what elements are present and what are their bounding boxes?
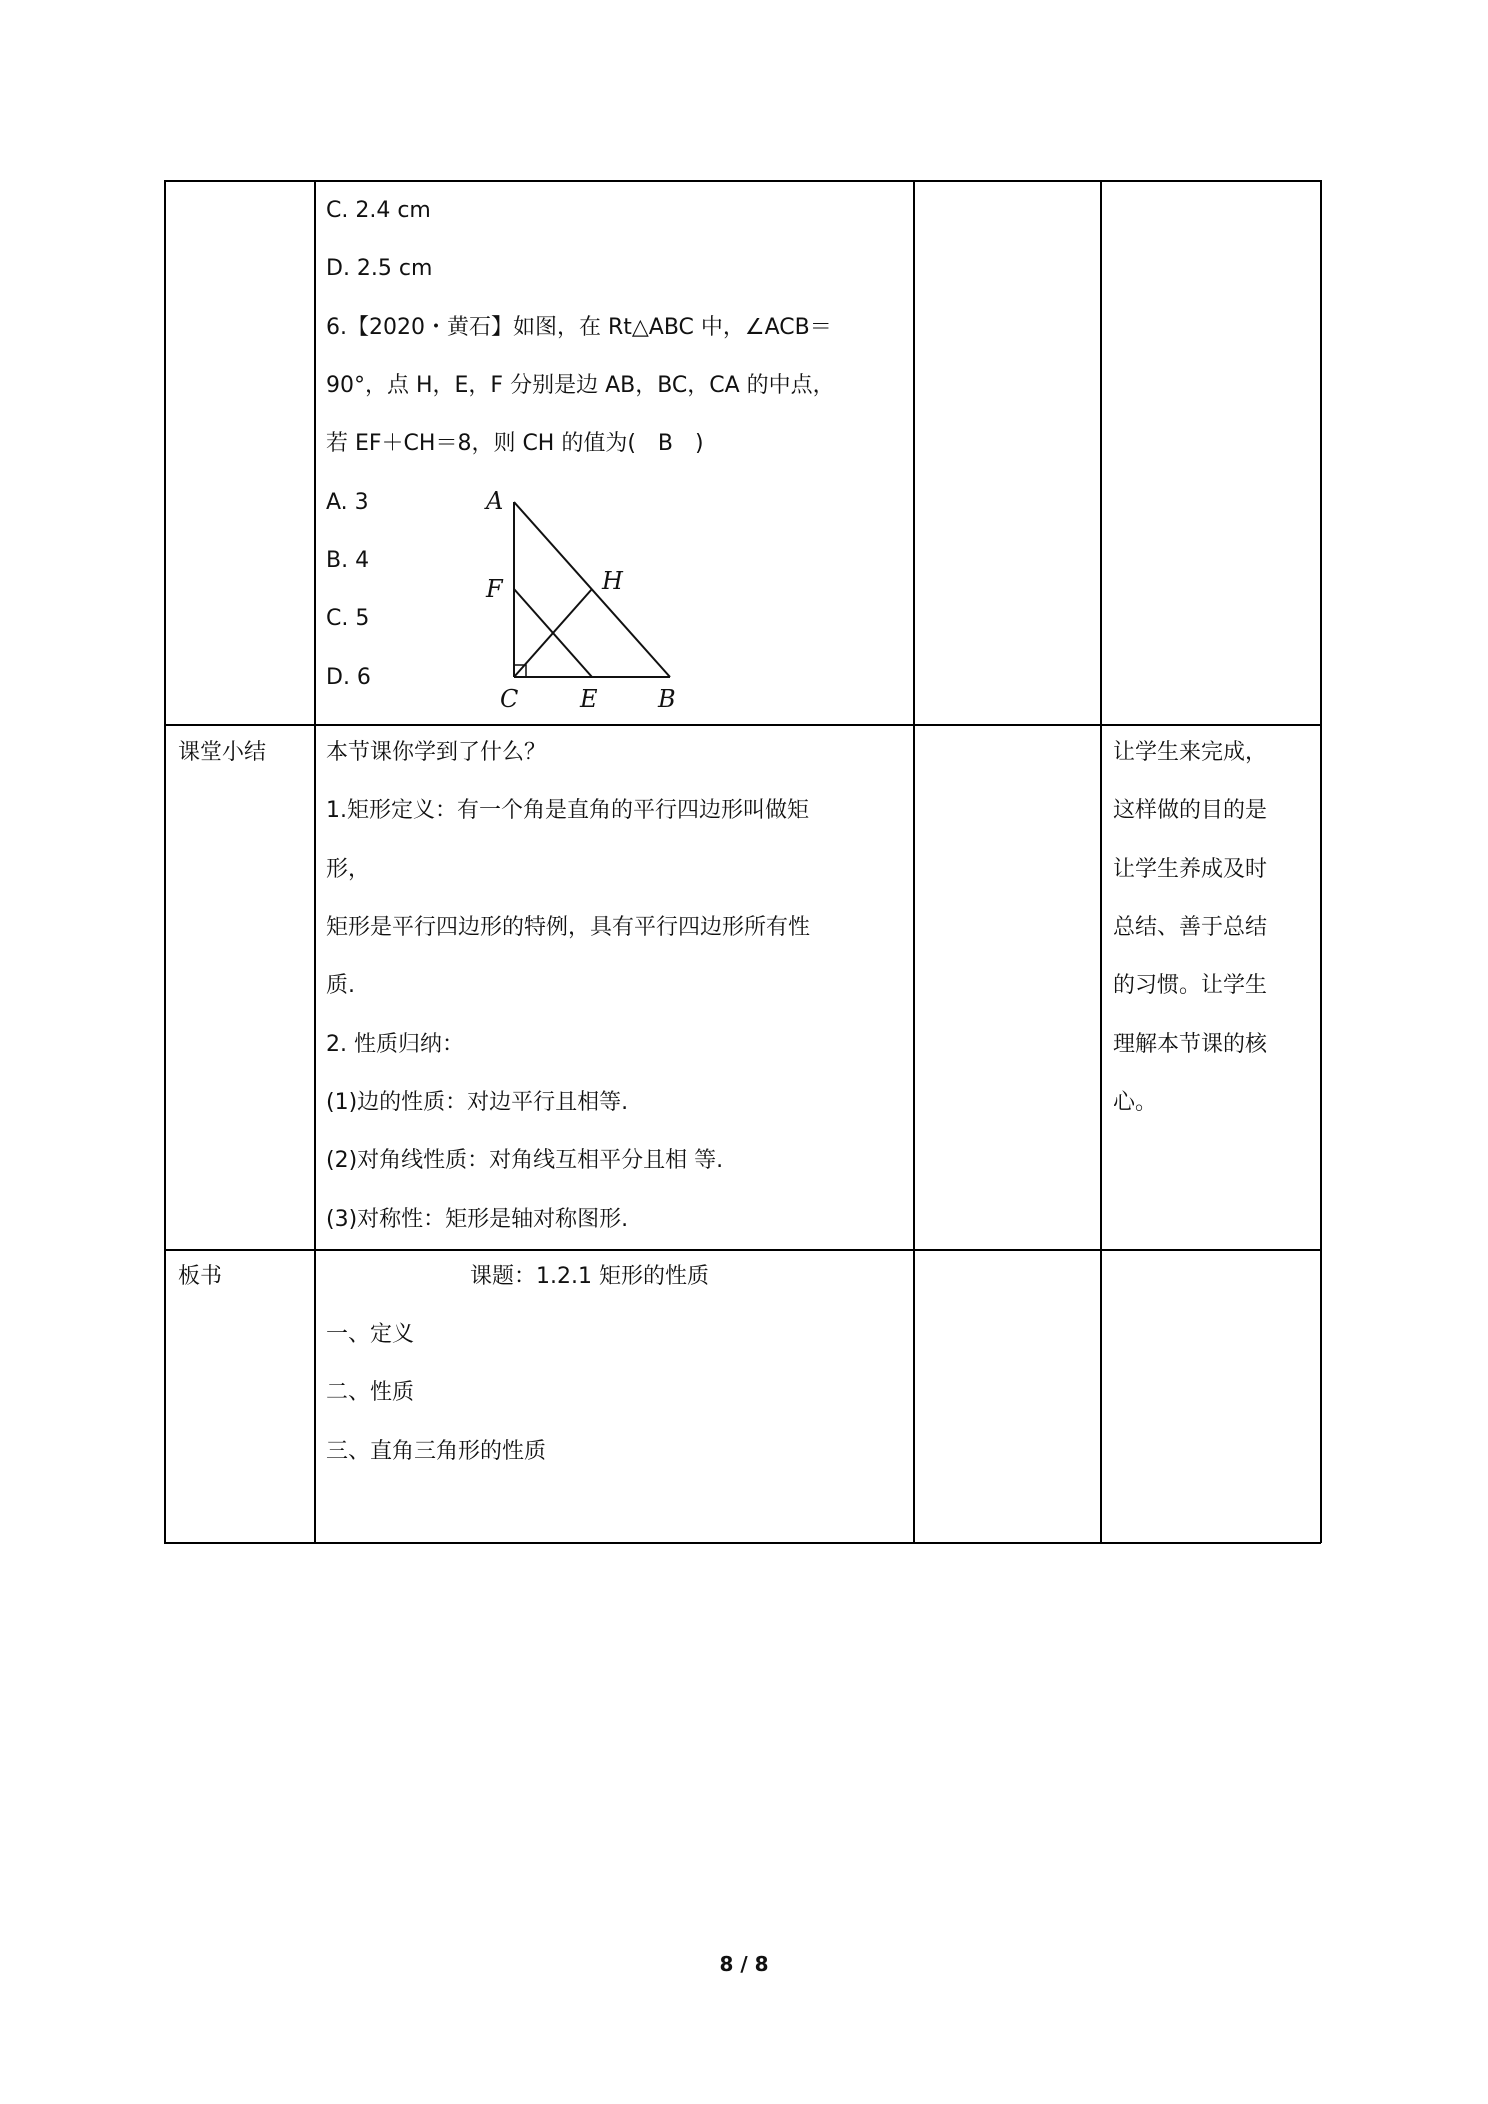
summary-line-2: 1.矩形定义：有一个角是直角的平行四边形叫做矩 [326, 798, 809, 823]
label-f: F [486, 575, 503, 603]
table-border-right [1320, 180, 1322, 1543]
note-line-5: 的习惯。让学生 [1113, 973, 1268, 998]
note-line-2: 这样做的目的是 [1113, 798, 1268, 823]
note-line-1: 让学生来完成， [1113, 740, 1268, 765]
option-d-previous: D. 2.5 cm [326, 256, 433, 281]
blackboard-item-1: 一、定义 [326, 1322, 415, 1347]
column-divider-2 [913, 180, 915, 1543]
option-c-previous: C. 2.4 cm [326, 198, 431, 223]
note-line-7: 心。 [1113, 1090, 1158, 1115]
blackboard-item-3: 三、直角三角形的性质 [326, 1439, 547, 1464]
summary-line-8: (2)对角线性质：对角线互相平分且相 等. [326, 1148, 724, 1173]
blackboard-item-2: 二、性质 [326, 1380, 415, 1405]
table-border-top [164, 180, 1321, 182]
row-divider-1 [164, 724, 1321, 726]
question-6-line-3: 若 EF＋CH＝8，则 CH 的值为( B ) [326, 431, 704, 456]
note-line-4: 总结、善于总结 [1113, 915, 1268, 940]
question-6-line-1: 6.【2020・黄石】如图，在 Rt△ABC 中，∠ACB＝ [326, 315, 832, 340]
page-number: 8 / 8 [719, 1952, 769, 1976]
right-triangle-figure [480, 485, 700, 720]
summary-line-1: 本节课你学到了什么？ [326, 740, 547, 765]
summary-line-9: (3)对称性：矩形是轴对称图形. [326, 1207, 629, 1232]
label-c: C [500, 685, 519, 713]
note-line-6: 理解本节课的核 [1113, 1032, 1268, 1057]
table-border-left [164, 180, 166, 1543]
summary-line-4: 矩形是平行四边形的特例，具有平行四边形所有性 [326, 915, 811, 940]
summary-line-6: 2. 性质归纳： [326, 1032, 464, 1057]
summary-line-3: 形， [326, 857, 371, 882]
row-label-summary: 课堂小结 [178, 740, 267, 765]
label-e: E [580, 685, 598, 713]
column-divider-1 [314, 180, 316, 1543]
option-b: B. 4 [326, 548, 370, 573]
note-line-3: 让学生养成及时 [1113, 857, 1268, 882]
label-a: A [486, 487, 504, 515]
summary-line-7: (1)边的性质：对边平行且相等. [326, 1090, 629, 1115]
option-c: C. 5 [326, 606, 370, 631]
row-divider-2 [164, 1249, 1321, 1251]
row-label-blackboard: 板书 [178, 1264, 223, 1289]
blackboard-title: 课题：1.2.1 矩形的性质 [470, 1264, 709, 1289]
option-a: A. 3 [326, 490, 369, 515]
column-divider-3 [1100, 180, 1102, 1543]
question-6-line-2: 90°，点 H，E，F 分别是边 AB，BC，CA 的中点， [326, 373, 835, 398]
option-d: D. 6 [326, 665, 371, 690]
label-b: B [658, 685, 676, 713]
summary-line-5: 质. [326, 973, 355, 998]
table-border-bottom [164, 1542, 1321, 1544]
label-h: H [602, 567, 623, 595]
